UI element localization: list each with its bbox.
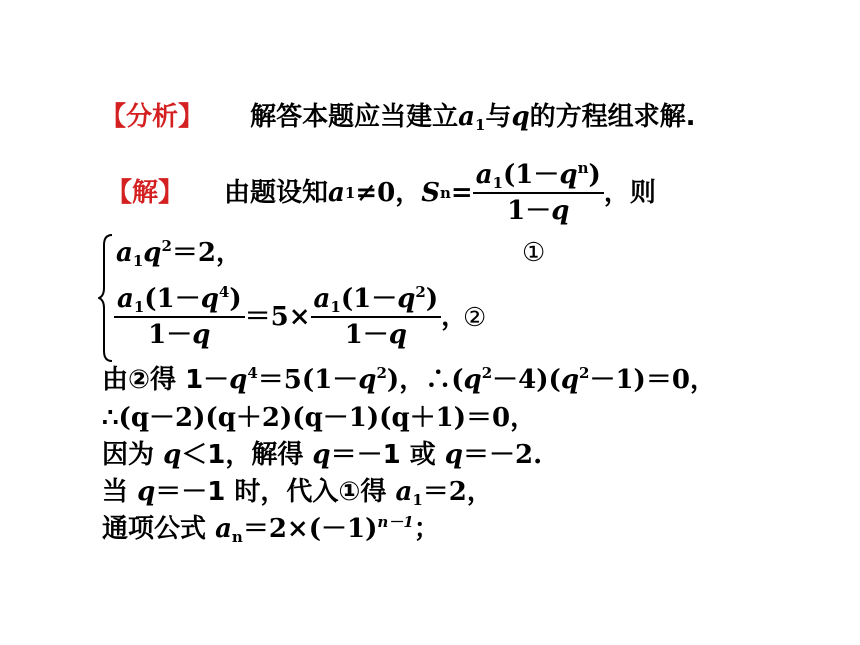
var-q: q <box>560 365 580 395</box>
var-q: q <box>143 238 162 268</box>
l5-b: ＝2×(－1) <box>242 514 378 544</box>
var-q: q <box>229 365 248 395</box>
sub-n: n <box>231 528 243 546</box>
num-mid: (1－ <box>340 284 398 314</box>
var-q: q <box>163 440 182 470</box>
eq2-left-fraction <box>114 284 245 350</box>
sup-2: 2 <box>376 364 387 382</box>
var-q: q <box>312 440 331 470</box>
step-line-5 <box>102 514 440 544</box>
sup-4: 4 <box>218 283 230 301</box>
l4-a: 当 <box>102 477 138 507</box>
fraction-denominator <box>148 318 210 350</box>
l3-c: ＝－1 或 <box>330 440 445 470</box>
sub-1: 1 <box>330 298 341 316</box>
var-a: a <box>328 178 345 208</box>
fraction-numerator <box>473 160 604 194</box>
num-mid: (1－ <box>144 284 201 314</box>
l1-c: )，∴( <box>386 365 464 395</box>
num-close: ) <box>425 284 439 314</box>
eq2-right-fraction <box>311 284 442 350</box>
solution-tag: 【解】 <box>106 178 185 208</box>
var-q: q <box>137 477 156 507</box>
equals: = <box>450 178 473 208</box>
var-q: q <box>192 320 211 350</box>
var-a: a <box>117 284 134 314</box>
sum-fraction <box>473 160 604 226</box>
system-equation-2 <box>114 282 467 352</box>
analysis-text-pre: 解答本题应当建立 <box>250 102 459 132</box>
var-q: q <box>397 284 416 314</box>
analysis-tag: 【分析】 <box>100 102 205 132</box>
fraction-numerator <box>114 284 245 318</box>
analysis-with: 与 <box>485 102 512 132</box>
l1-b: ＝5(1－ <box>257 365 359 395</box>
l3-a: 因为 <box>102 440 164 470</box>
sup-2: 2 <box>579 364 590 382</box>
sub-1: 1 <box>475 116 486 134</box>
den-pre: 1－ <box>344 320 389 350</box>
system-brace <box>98 233 114 363</box>
l1-e: －1)＝0， <box>589 365 716 395</box>
sub-1: 1 <box>412 491 423 509</box>
analysis-line <box>100 102 696 132</box>
den-pre: 1－ <box>148 320 193 350</box>
sub-1: 1 <box>132 252 144 270</box>
fraction-numerator <box>311 284 442 318</box>
var-q: q <box>358 365 377 395</box>
l2: ∴(q－2)(q＋2)(q－1)(q＋1)＝0， <box>102 403 537 433</box>
solution-text: 由题设知 <box>224 178 329 208</box>
var-q: q <box>559 160 578 190</box>
equation-marker-2: ② <box>463 303 487 333</box>
var-q: q <box>200 284 219 314</box>
sup-n: n <box>577 159 589 177</box>
var-a: a <box>313 284 331 314</box>
var-q: q <box>511 102 530 132</box>
l3-b: ＜1，解得 <box>181 440 313 470</box>
sup-n-minus-1: n－1 <box>377 513 414 531</box>
num-close: ) <box>229 284 242 314</box>
step-line-2 <box>102 403 536 433</box>
neq-zero: ≠0， <box>355 178 422 208</box>
equation-marker-1: ① <box>522 238 546 268</box>
var-a: a <box>458 102 476 132</box>
sup-4: 4 <box>247 364 258 382</box>
step-line-1 <box>102 365 716 395</box>
sub-1: 1 <box>492 174 503 192</box>
l3-d: ＝－2. <box>462 440 543 470</box>
eq2-end: ， <box>441 302 468 332</box>
var-a: a <box>475 160 493 190</box>
sup-2: 2 <box>415 283 426 301</box>
sup-2: 2 <box>161 237 172 255</box>
l1-d: －4)( <box>492 365 561 395</box>
step-line-4 <box>102 477 493 507</box>
var-q: q <box>444 440 463 470</box>
den-pre: 1－ <box>507 196 552 226</box>
l4-b: ＝－1 时，代入①得 <box>155 477 396 507</box>
step-line-3 <box>102 440 542 470</box>
then-text: ，则 <box>603 178 656 208</box>
fraction-denominator <box>345 318 407 350</box>
l5-c: ； <box>413 514 440 544</box>
var-a: a <box>116 238 133 268</box>
system-equation-1 <box>116 238 242 268</box>
eq1-rest: ＝2， <box>171 238 243 268</box>
solution-line: 【解】 由题设知 a 1 ≠0， S n = $\frac{a_1(1-q^n)}{1-q}$ ，则 <box>106 159 656 226</box>
var-a: a <box>215 514 232 544</box>
var-S: S <box>421 178 440 208</box>
sup-2: 2 <box>481 364 493 382</box>
sub-1: 1 <box>133 298 145 316</box>
l1-a: 由②得 1－ <box>102 365 230 395</box>
l5-a: 通项公式 <box>102 514 216 544</box>
var-q: q <box>388 320 407 350</box>
eq2-mid: ＝5× <box>244 302 311 332</box>
l4-c: ＝2， <box>422 477 493 507</box>
analysis-text-post: 的方程组求解. <box>529 102 696 132</box>
var-a: a <box>395 477 413 507</box>
var-q: q <box>463 365 482 395</box>
num-post: ) <box>588 160 601 190</box>
fraction-denominator <box>507 194 569 226</box>
var-q: q <box>551 196 570 226</box>
num-pre: (1－ <box>503 160 560 190</box>
